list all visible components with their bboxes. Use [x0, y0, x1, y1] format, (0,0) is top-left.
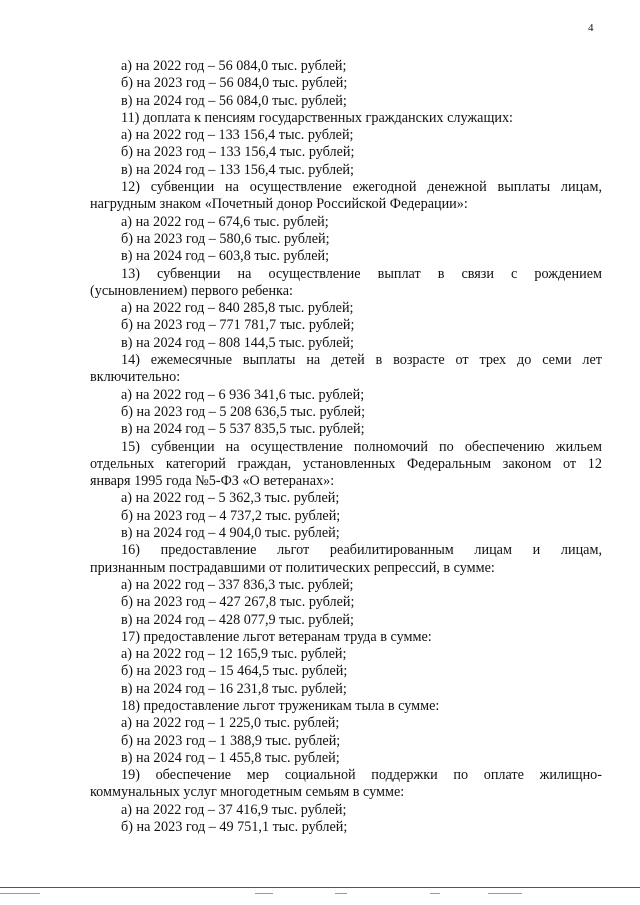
text-line: б) на 2023 год – 56 084,0 тыс. рублей; — [121, 75, 348, 92]
text-line: б) на 2023 год – 771 781,7 тыс. рублей; — [121, 317, 355, 334]
footer-scan-marks — [0, 893, 640, 899]
text-line: а) на 2022 год – 12 165,9 тыс. рублей; — [121, 646, 347, 663]
text-line: в) на 2024 год – 133 156,4 тыс. рублей; — [121, 161, 354, 178]
text-line: 16) предоставление льгот реабилитированным лицам и лицам, — [121, 542, 602, 559]
text-line: а) на 2022 год – 840 285,8 тыс. рублей; — [121, 300, 354, 317]
text-line: б) на 2023 год – 133 156,4 тыс. рублей; — [121, 144, 355, 161]
text-line: б) на 2023 год – 4 737,2 тыс. рублей; — [121, 507, 341, 524]
text-line: а) на 2022 год – 1 225,0 тыс. рублей; — [121, 715, 340, 732]
text-line: а) на 2022 год – 56 084,0 тыс. рублей; — [121, 58, 347, 74]
text-line: б) на 2023 год – 5 208 636,5 тыс. рублей; — [121, 403, 366, 420]
text-line: в) на 2024 год – 808 144,5 тыс. рублей; — [121, 334, 354, 351]
text-line: б) на 2023 год – 580,6 тыс. рублей; — [121, 230, 330, 247]
text-line: а) на 2022 год – 337 836,3 тыс. рублей; — [121, 576, 354, 593]
text-line: в) на 2024 год – 4 904,0 тыс. рублей; — [121, 525, 340, 542]
text-line: а) на 2022 год – 6 936 341,6 тыс. рублей; — [121, 386, 365, 403]
text-line: б) на 2023 год – 49 751,1 тыс. рублей; — [121, 819, 348, 836]
text-line: 17) предоставление льгот ветеранам труда в сумме: — [121, 628, 432, 645]
text-line: в) на 2024 год – 16 231,8 тыс. рублей; — [121, 680, 347, 697]
page-number: 4 — [588, 22, 594, 34]
text-line: в) на 2024 год – 1 455,8 тыс. рублей; — [121, 749, 340, 766]
text-line: 11) доплата к пенсиям государственных гражданских служащих: — [121, 109, 514, 126]
text-line: в) на 2024 год – 428 077,9 тыс. рублей; — [121, 611, 354, 628]
text-line: а) на 2022 год – 133 156,4 тыс. рублей; — [121, 127, 354, 144]
text-line: в) на 2024 год – 5 537 835,5 тыс. рублей; — [121, 421, 365, 438]
text-line: б) на 2023 год – 427 267,8 тыс. рублей; — [121, 594, 355, 611]
text-line: а) на 2022 год – 5 362,3 тыс. рублей; — [121, 490, 340, 507]
text-line: а) на 2022 год – 674,6 тыс. рублей; — [121, 213, 329, 230]
text-line: (усыновлением) первого ребенка: — [90, 282, 293, 299]
text-line: признанным пострадавшими от политических репрессий, в сумме: — [90, 559, 495, 576]
document-body — [90, 58, 602, 836]
text-line: коммунальных услуг многодетным семьям в сумме: — [90, 784, 405, 801]
text-line: 14) ежемесячные выплаты на детей в возрасте от трех до семи лет — [121, 352, 602, 369]
text-line: включительно: — [90, 369, 181, 386]
text-line: в) на 2024 год – 56 084,0 тыс. рублей; — [121, 92, 347, 109]
text-line: 18) предоставление льгот труженикам тыла в сумме: — [121, 697, 440, 714]
text-line: в) на 2024 год – 603,8 тыс. рублей; — [121, 248, 330, 265]
text-line: 15) субвенции на осуществление полномочий по обеспечению жильем — [121, 438, 602, 455]
text-line: отдельных категорий граждан, установленных Федеральным законом от 12 — [90, 455, 602, 472]
text-line: 13) субвенции на осуществление выплат в связи с рождением — [121, 265, 602, 282]
text-line: б) на 2023 год – 15 464,5 тыс. рублей; — [121, 663, 348, 680]
text-line: б) на 2023 год – 1 388,9 тыс. рублей; — [121, 732, 341, 749]
text-line: января 1995 года №5-ФЗ «О ветеранах»: — [90, 473, 335, 490]
text-line: нагрудным знаком «Почетный донор Российской Федерации»: — [90, 196, 468, 213]
footer-rule — [0, 887, 640, 888]
text-line: а) на 2022 год – 37 416,9 тыс. рублей; — [121, 801, 347, 818]
text-line: 19) обеспечение мер социальной поддержки по оплате жилищно- — [121, 767, 602, 784]
text-line: 12) субвенции на осуществление ежегодной денежной выплаты лицам, — [121, 179, 602, 196]
